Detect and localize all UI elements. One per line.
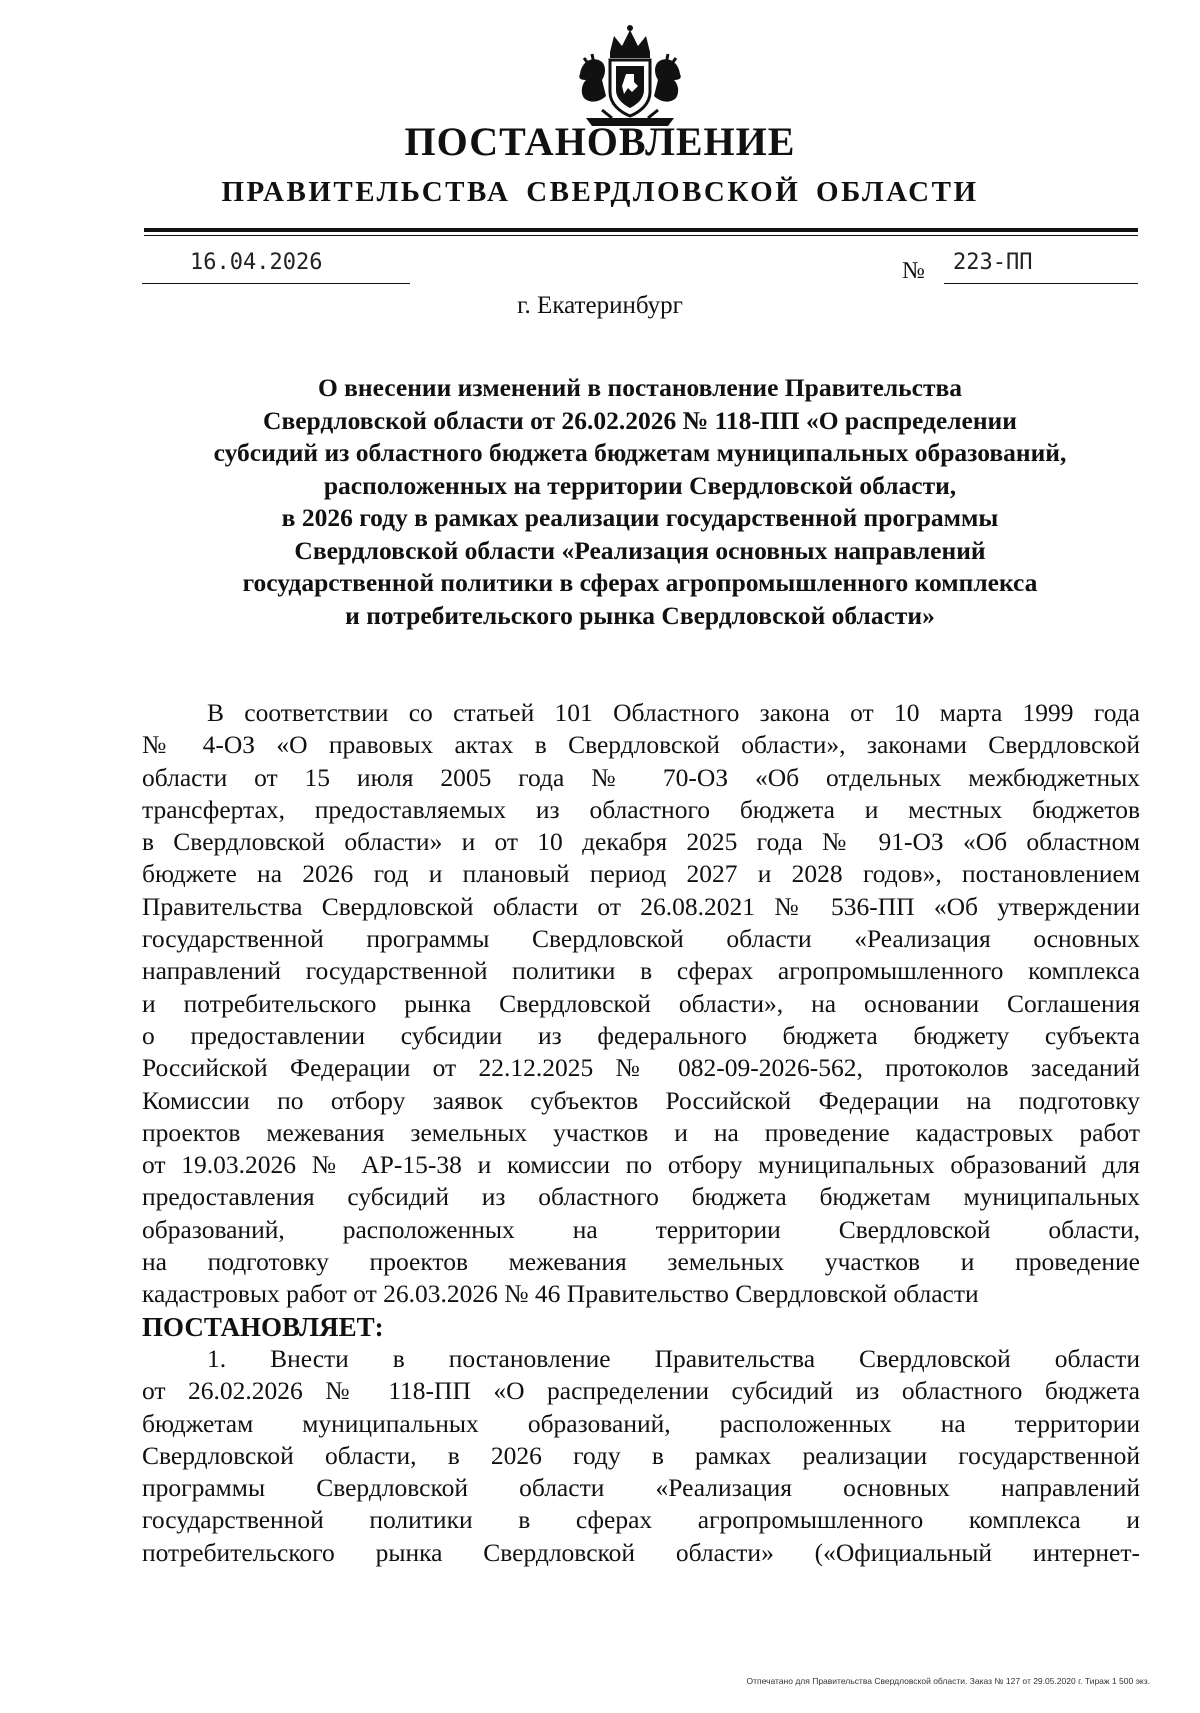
heading-line: расположенных на территории Свердловской области, [323, 470, 957, 500]
preamble-line: Правительства Свердловской области от 26.08.2021 № 536-ПП «Об утверждении [142, 891, 1140, 921]
preamble-line: от 19.03.2026 № АР-15-38 и комиссии по отбору муниципальных образований для [142, 1150, 1140, 1180]
heading-line: государственной политики в сферах агропромышленного комплекса [242, 568, 1038, 597]
heading-line: О внесении изменений в постановление Правительства [317, 373, 963, 402]
decree-word: ПОСТАНОВЛЯЕТ: [142, 1311, 384, 1342]
document-type-title: ПОСТАНОВЛЕНИЕ [404, 119, 796, 164]
preamble-line: области от 15 июля 2005 года № 70-ОЗ «Об отдельных межбюджетных [142, 762, 1140, 792]
heading-line: и потребительского рынка Свердловской области» [345, 600, 935, 630]
header-divider-thin [144, 235, 1138, 236]
item1-line: Свердловской области, в 2026 году в рамках реализации государственной [142, 1440, 1140, 1470]
preamble-line: проектов межевания земельных участков и на проведение кадастровых работ [142, 1117, 1140, 1147]
item1-line: потребительского рынка Свердловской области» («Официальный интернет- [142, 1537, 1140, 1567]
preamble-line: Российской Федерации от 22.12.2025 № 082-09-2026-562, протоколов заседаний [142, 1053, 1140, 1083]
header-divider-thick [144, 228, 1138, 232]
number-underline [944, 283, 1138, 284]
preamble-line: образований, расположенных на территории Свердловской области, [142, 1214, 1140, 1244]
preamble-line: бюджете на 2026 год и плановый период 2027 и 2028 годов», постановлением [142, 859, 1140, 889]
print-footer: Отпечатано для Правительства Свердловской области. Заказ № 127 от 29.05.2020 г. Тираж 1 500 экз. [746, 1676, 1150, 1686]
heading-line: Свердловской области «Реализация основных направлений [294, 535, 986, 565]
item1-line: от 26.02.2026 № 118-ПП «О распределении субсидий из областного бюджета [142, 1376, 1140, 1406]
heading-line: в 2026 году в рамках реализации государственной программы [281, 503, 999, 532]
preamble-line: предоставления субсидий из областного бюджета бюджетам муниципальных [142, 1182, 1140, 1212]
preamble-line: и потребительского рынка Свердловской области», на основании Соглашения [142, 988, 1140, 1018]
item1-line: бюджетам муниципальных образований, расположенных на территории [142, 1408, 1140, 1438]
decree-heading [150, 372, 1130, 632]
preamble-line: В соответствии со статьей 101 Областного закона от 10 марта 1999 года [207, 698, 1140, 727]
preamble-line: № 4-ОЗ «О правовых актах в Свердловской области», законами Свердловской [142, 730, 1140, 760]
date-underline [142, 283, 410, 284]
issuing-authority: ПРАВИТЕЛЬСТВА СВЕРДЛОВСКОЙ ОБЛАСТИ [221, 176, 979, 208]
heading-line: Свердловской области от 26.02.2026 № 118-ПП «О распределении [263, 405, 1017, 435]
preamble-line: о предоставлении субсидии из федерального бюджета бюджету субъекта [142, 1020, 1140, 1050]
preamble-line: на подготовку проектов межевания земельных участков и проведение [142, 1247, 1140, 1277]
preamble-line: направлений государственной политики в сферах агропромышленного комплекса [142, 956, 1140, 986]
preamble-line: трансфертах, предоставляемых из областного бюджета и местных бюджетов [142, 794, 1140, 824]
sverdlovsk-coat-of-arms-icon [572, 22, 688, 128]
preamble-line: Комиссии по отбору заявок субъектов Российской Федерации на подготовку [142, 1085, 1140, 1115]
item1-line: 1. Внести в постановление Правительства Свердловской области [207, 1343, 1140, 1373]
number-sign: № [902, 258, 925, 284]
document-date: 16.04.2026 [190, 250, 323, 275]
heading-line: субсидий из областного бюджета бюджетам муниципальных образований, [213, 438, 1067, 467]
city: г. Екатеринбург [517, 292, 683, 319]
document-number: 223-ПП [953, 250, 1033, 275]
decree-body [142, 697, 1140, 1569]
preamble-line: в Свердловской области» и от 10 декабря 2025 года № 91-ОЗ «Об областном [142, 827, 1140, 857]
item1-line: государственной политики в сферах агропромышленного комплекса и [142, 1505, 1140, 1535]
item1-line: программы Свердловской области «Реализация основных направлений [142, 1473, 1140, 1503]
preamble-line: государственной программы Свердловской области «Реализация основных [142, 924, 1140, 954]
preamble-line: кадастровых работ от 26.03.2026 № 46 Правительство Свердловской области [142, 1279, 979, 1309]
